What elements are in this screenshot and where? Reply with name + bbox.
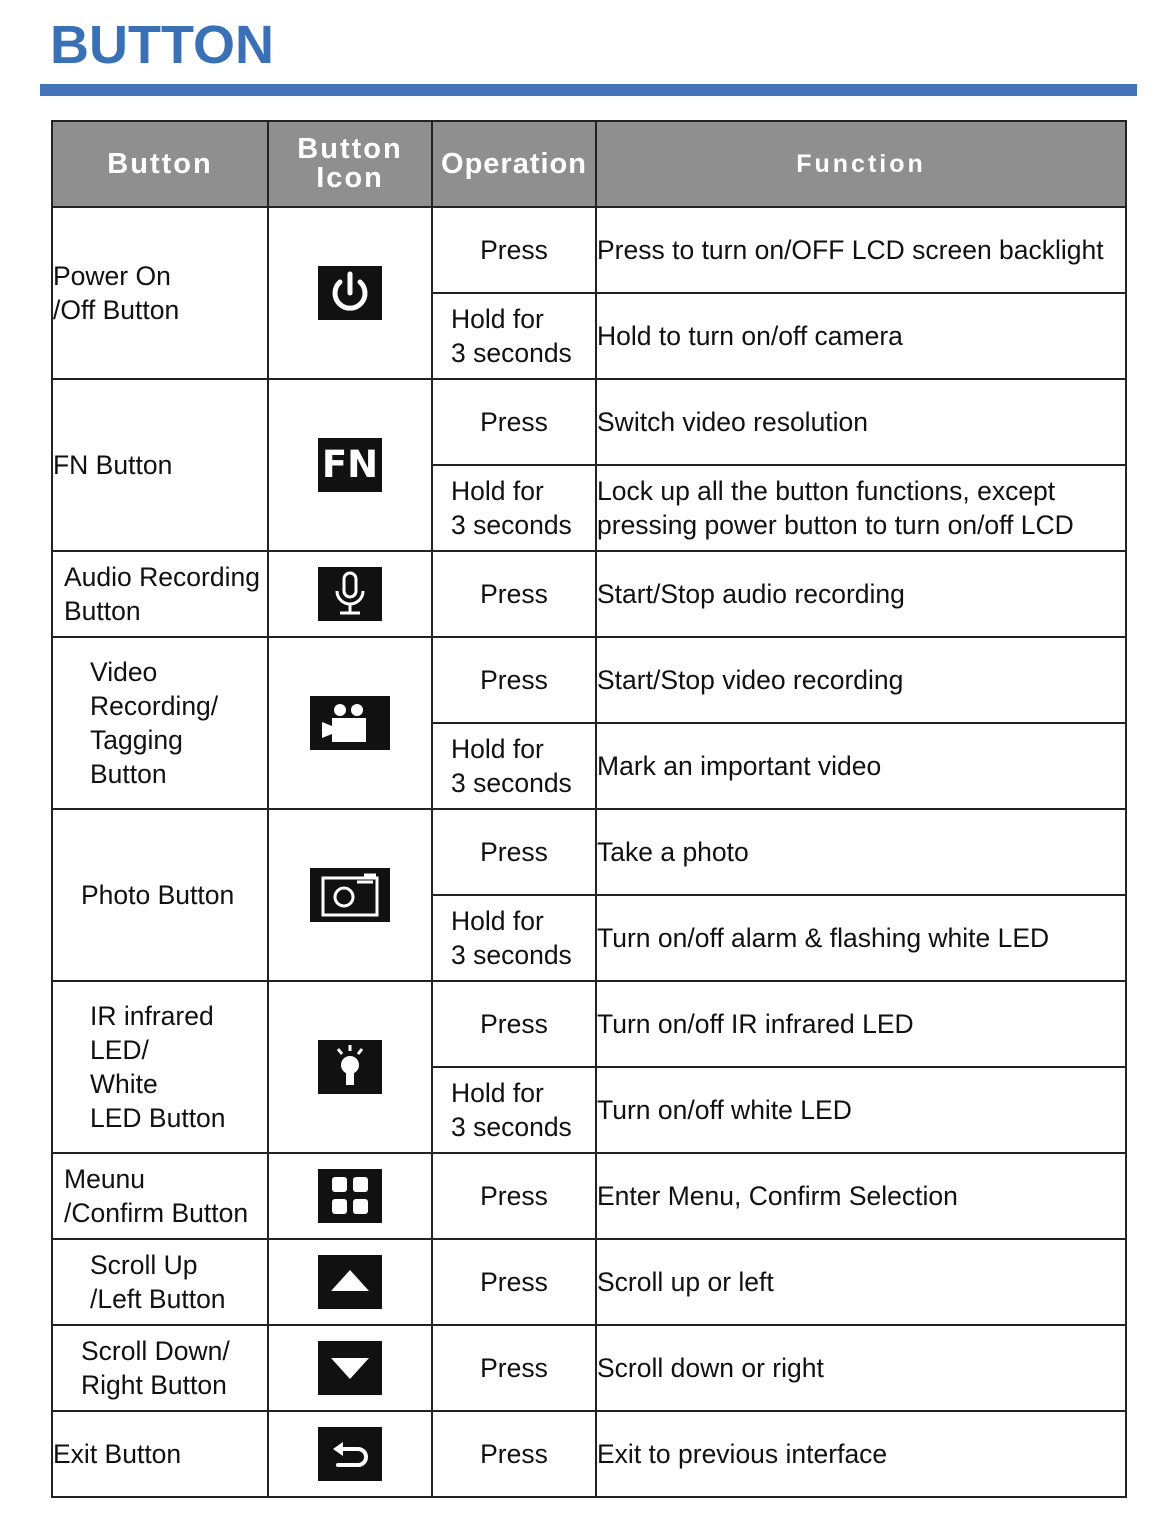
button-name-cell: Video Recording/ Tagging Button — [52, 637, 268, 809]
table-row — [52, 1325, 1126, 1411]
operation-cell: Press — [432, 637, 596, 723]
function-cell: Start/Stop video recording — [596, 637, 1126, 723]
fn-icon-label: FN — [321, 443, 379, 486]
icon-cell — [268, 1239, 432, 1325]
operation-cell: Press — [432, 1325, 596, 1411]
function-cell: Exit to previous interface — [596, 1411, 1126, 1497]
operation-cell: Press — [432, 379, 596, 465]
table-row — [52, 1411, 1126, 1497]
function-cell: Hold to turn on/off camera — [596, 293, 1126, 379]
fn-icon — [318, 438, 382, 492]
function-cell: Press to turn on/OFF LCD screen backlight — [596, 207, 1126, 293]
operation-cell: Press — [432, 207, 596, 293]
icon-cell — [268, 551, 432, 637]
title-rule — [40, 84, 1137, 96]
function-cell: Switch video resolution — [596, 379, 1126, 465]
table-row — [52, 637, 1126, 723]
table-row — [52, 809, 1126, 895]
button-name-cell: Photo Button — [52, 809, 268, 981]
video-camera-icon — [310, 696, 390, 750]
function-cell: Enter Menu, Confirm Selection — [596, 1153, 1126, 1239]
light-bulb-icon — [318, 1040, 382, 1094]
function-cell: Start/Stop audio recording — [596, 551, 1126, 637]
table-row — [52, 379, 1126, 465]
table-row — [52, 1153, 1126, 1239]
icon-cell — [268, 207, 432, 379]
microphone-icon — [318, 567, 382, 621]
table-row — [52, 1239, 1126, 1325]
arrow-up-icon — [318, 1255, 382, 1309]
function-cell: Turn on/off white LED — [596, 1067, 1126, 1153]
button-name-cell: Power On /Off Button — [52, 207, 268, 379]
button-name-cell: Scroll Down/ Right Button — [52, 1325, 268, 1411]
icon-cell — [268, 637, 432, 809]
icon-cell — [268, 1325, 432, 1411]
function-cell: Turn on/off alarm & flashing white LED — [596, 895, 1126, 981]
operation-cell: Press — [432, 809, 596, 895]
icon-cell — [268, 1411, 432, 1497]
button-name-cell: Scroll Up /Left Button — [52, 1239, 268, 1325]
menu-grid-icon — [318, 1169, 382, 1223]
button-table — [51, 120, 1127, 1498]
function-cell: Lock up all the button functions, except pressing power button to turn on/off LCD — [596, 465, 1126, 551]
power-icon — [318, 266, 382, 320]
camera-icon — [310, 868, 390, 922]
table-header-row — [52, 121, 1126, 207]
page-title: BUTTON — [50, 15, 274, 75]
operation-cell: Press — [432, 1411, 596, 1497]
header-function: Function — [596, 121, 1126, 207]
operation-cell: Press — [432, 1153, 596, 1239]
button-name-cell: Exit Button — [52, 1411, 268, 1497]
operation-cell: Press — [432, 551, 596, 637]
button-name-cell: Meunu /Confirm Button — [52, 1153, 268, 1239]
function-cell: Mark an important video — [596, 723, 1126, 809]
icon-cell — [268, 379, 432, 551]
button-name-cell: Audio Recording Button — [52, 551, 268, 637]
function-cell: Scroll down or right — [596, 1325, 1126, 1411]
table-row — [52, 981, 1126, 1067]
table-row — [52, 551, 1126, 637]
operation-cell: Press — [432, 1239, 596, 1325]
operation-cell: Press — [432, 981, 596, 1067]
icon-cell — [268, 809, 432, 981]
arrow-down-icon — [318, 1341, 382, 1395]
operation-cell: Hold for 3 seconds — [432, 895, 596, 981]
function-cell: Scroll up or left — [596, 1239, 1126, 1325]
button-name-cell: FN Button — [52, 379, 268, 551]
function-cell: Take a photo — [596, 809, 1126, 895]
header-operation: Operation — [432, 121, 596, 207]
button-name-cell: IR infrared LED/ White LED Button — [52, 981, 268, 1153]
icon-cell — [268, 1153, 432, 1239]
operation-cell: Hold for 3 seconds — [432, 465, 596, 551]
operation-cell: Hold for 3 seconds — [432, 723, 596, 809]
header-button-icon: Button Icon — [268, 121, 432, 207]
return-icon — [318, 1427, 382, 1481]
header-button: Button — [52, 121, 268, 207]
function-cell: Turn on/off IR infrared LED — [596, 981, 1126, 1067]
operation-cell: Hold for 3 seconds — [432, 293, 596, 379]
icon-cell — [268, 981, 432, 1153]
table-row — [52, 207, 1126, 293]
operation-cell: Hold for 3 seconds — [432, 1067, 596, 1153]
